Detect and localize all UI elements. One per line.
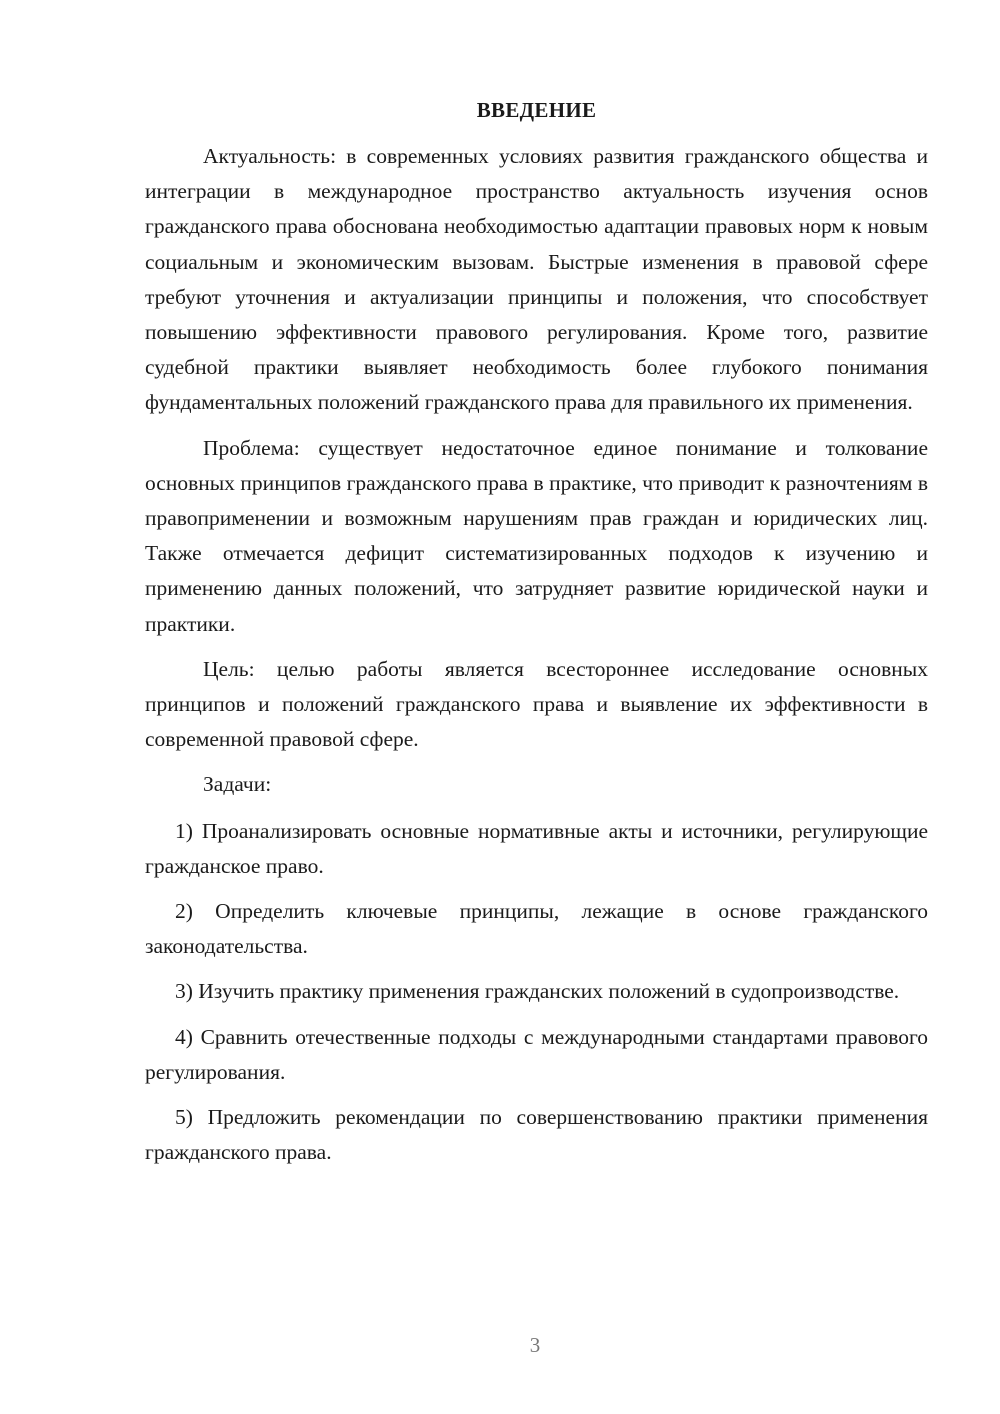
task-item: 4) Сравнить отечественные подходы с международными стандартами правового регулирования. [145, 1024, 928, 1084]
section-heading: ВВЕДЕНИЕ [476, 98, 597, 122]
task-item: 2) Определить ключевые принципы, лежащие в основе гражданского законодательства. [145, 899, 928, 959]
page-number: 3 [529, 1333, 541, 1357]
tasks-list [145, 814, 928, 1171]
tasks-label: Задачи: [203, 772, 272, 797]
relevance-paragraph: Актуальность: в современных условиях развития гражданского общества и интеграции в международное пространство актуальность изучения основ гражданского права обоснована необходимостью адаптации правовых норм к новым социальным и экономическим вызовам. Быстрые изменения в правовой сфере требуют уточнения и актуализации принципы и положения, что способствует повышению эффективности правового регулирования. Кроме того, развитие судебной практики выявляет необходимость более глубокого понимания фундаментальных положений гражданского права для правильного их применения. [145, 144, 928, 415]
task-item: 3) Изучить практику применения гражданских положений в судопроизводстве. [175, 979, 900, 1004]
task-item: 5) Предложить рекомендации по совершенствованию практики применения гражданского права. [145, 1105, 928, 1165]
document-body [145, 95, 928, 1180]
task-item: 1) Проанализировать основные нормативные акты и источники, регулирующие гражданское право. [145, 818, 928, 878]
problem-paragraph: Проблема: существует недостаточное единое понимание и толкование основных принципов гражданского права в практике, что приводит к разночтениям в правоприменении и возможным нарушениям прав граждан и юридических лиц. Также отмечается дефицит систематизированных подходов к изучению и применению данных положений, что затрудняет развитие юридической науки и практики. [145, 435, 928, 636]
goal-paragraph: Цель: целью работы является всестороннее исследование основных принципов и положений гражданского права и выявление их эффективности в современной правовой сфере. [145, 656, 928, 752]
